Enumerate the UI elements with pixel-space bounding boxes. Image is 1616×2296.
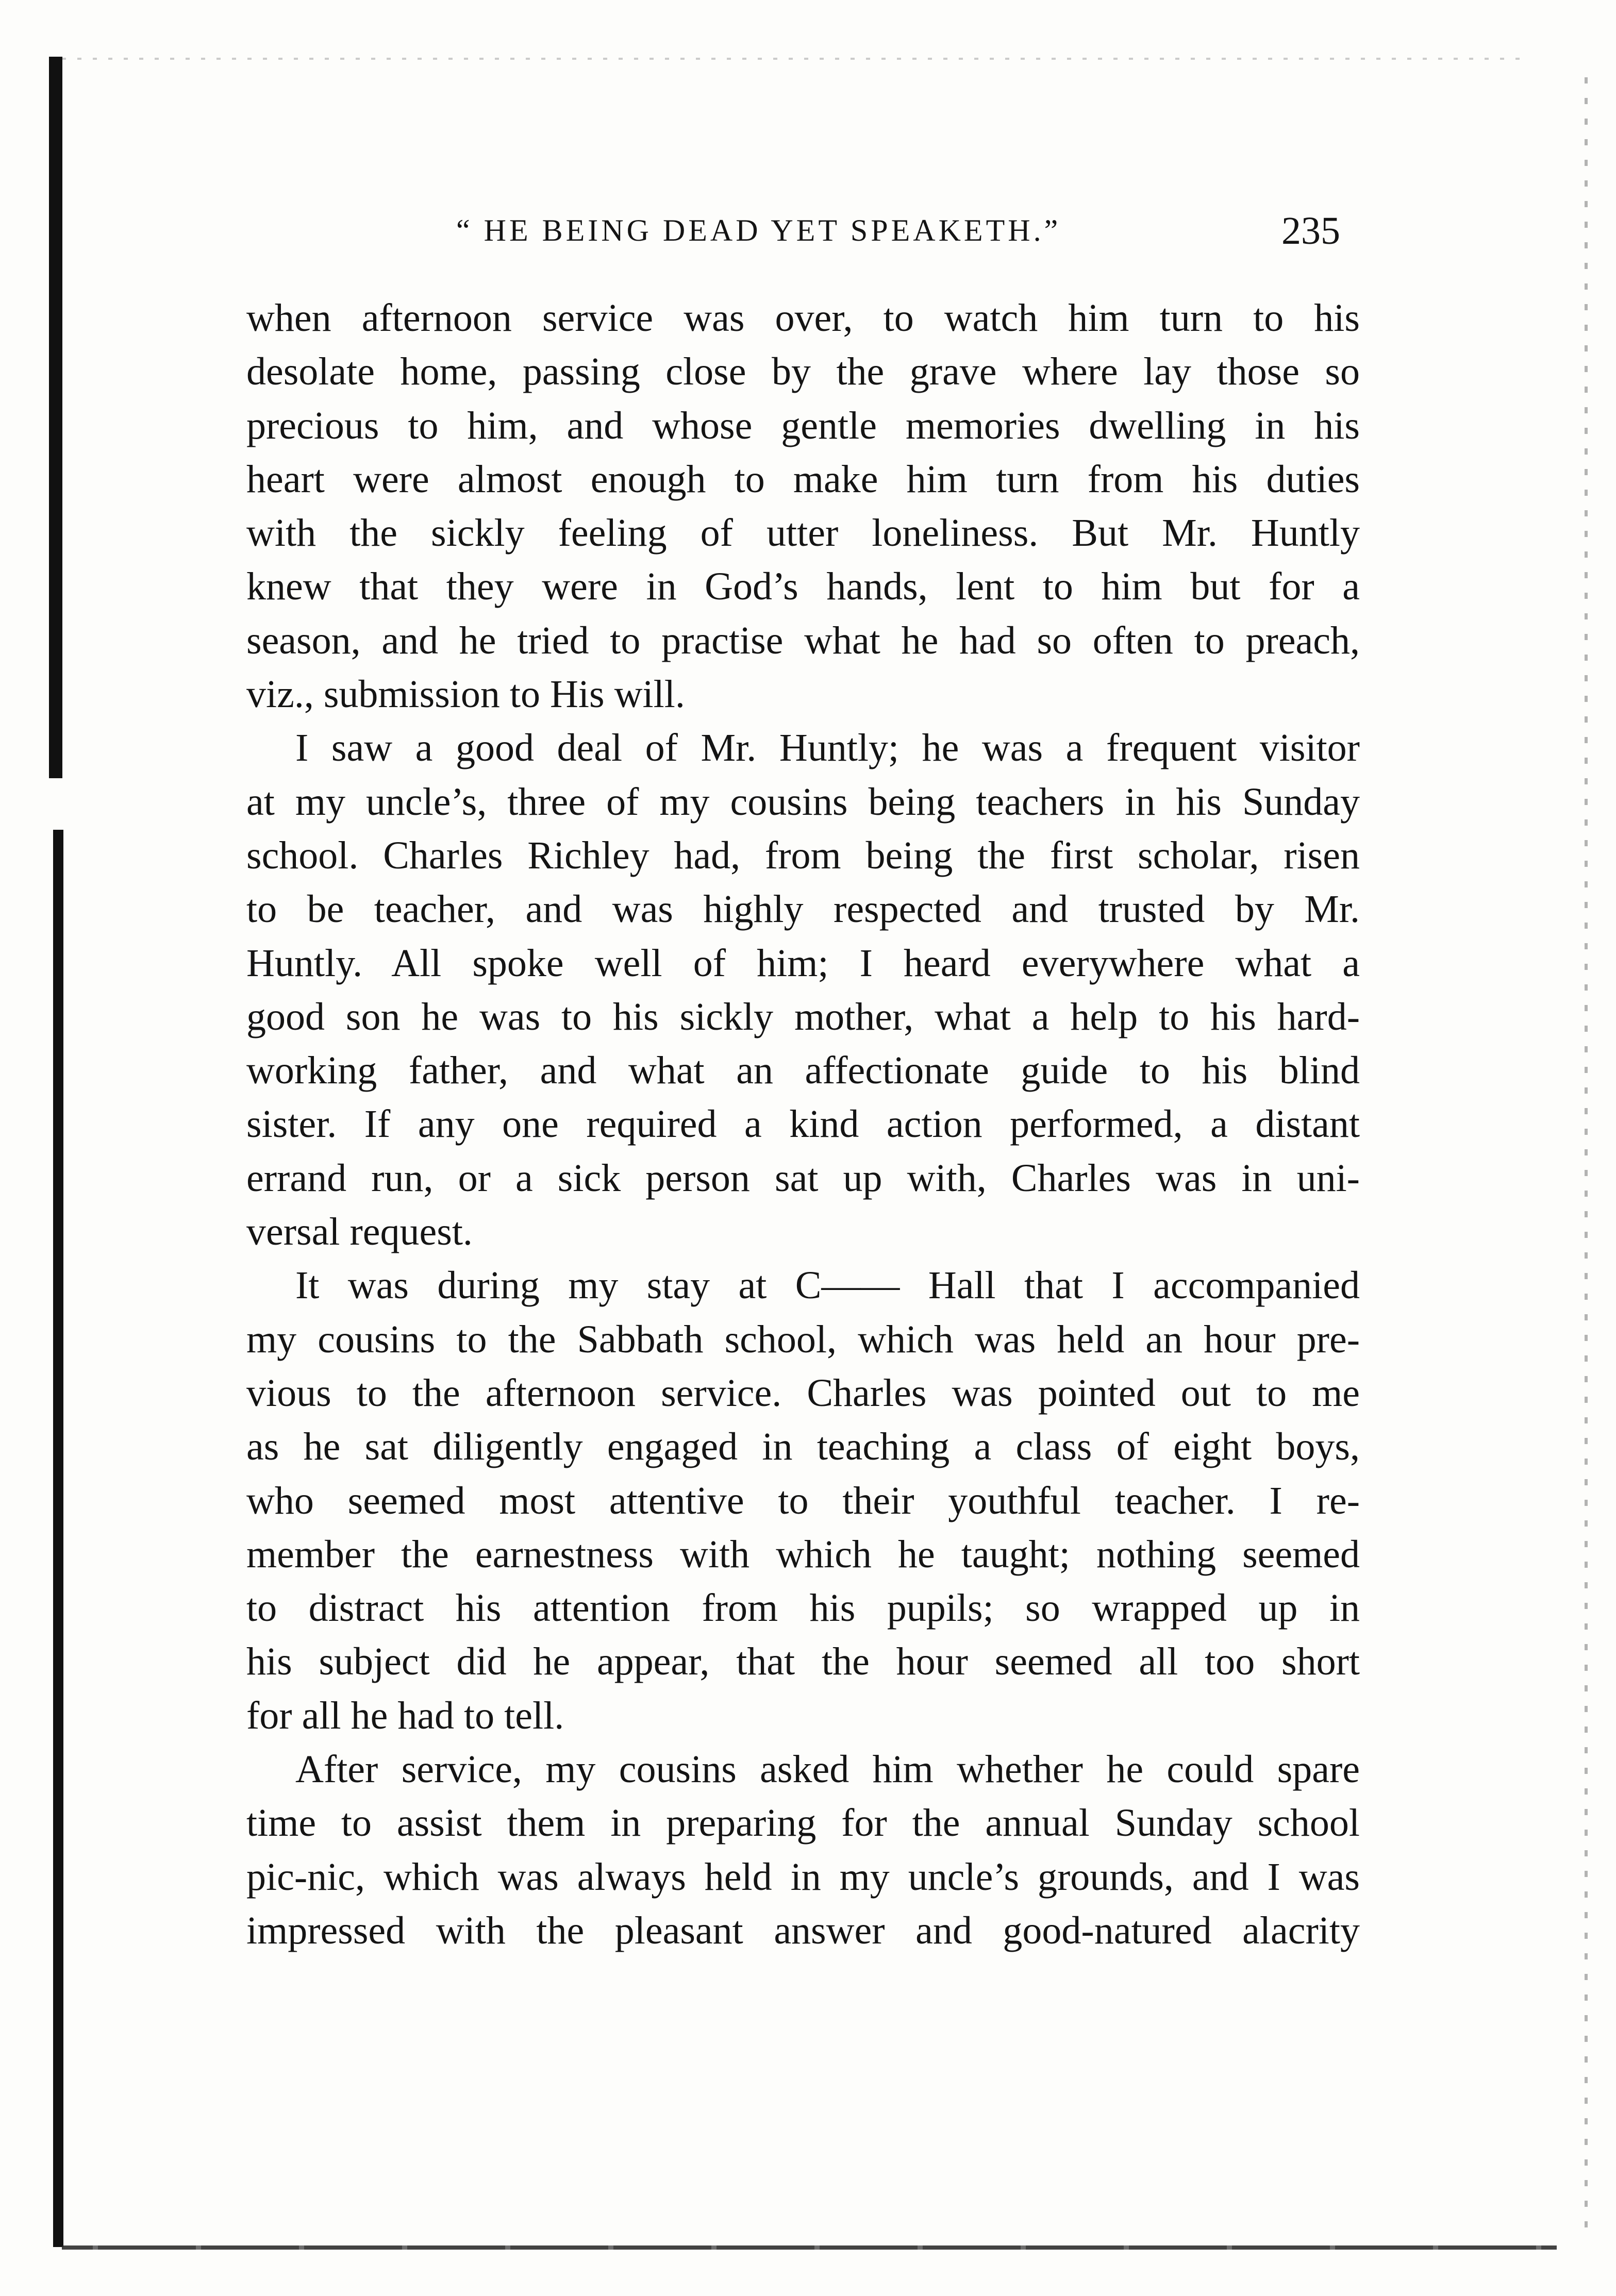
text-line: who seemed most attentive to their youthful teacher. I re- bbox=[246, 1479, 1360, 1522]
text-line: It was during my stay at C—— Hall that I accompanied bbox=[295, 1264, 1360, 1308]
text-line: heart were almost enough to make him turn from his duties bbox=[246, 457, 1360, 501]
scan-right-edge bbox=[1585, 77, 1588, 2242]
text-line: with the sickly feeling of utter loneliness. But Mr. Huntly bbox=[246, 511, 1360, 555]
text-line: errand run, or a sick person sat up with, Charles was in uni- bbox=[246, 1156, 1360, 1200]
text-line: time to assist them in preparing for the annual Sunday school bbox=[246, 1801, 1360, 1845]
text-line: at my uncle’s, three of my cousins being teachers in his Sunday bbox=[246, 780, 1360, 824]
page-number: 235 bbox=[1281, 209, 1340, 253]
scan-top-edge bbox=[62, 58, 1531, 60]
paragraph-1 bbox=[246, 291, 1360, 721]
text-line: school. Charles Richley had, from being the first scholar, risen bbox=[246, 833, 1360, 877]
running-head bbox=[247, 209, 1340, 255]
text-line: viz., submission to His will. bbox=[246, 673, 685, 716]
text-line: I saw a good deal of Mr. Huntly; he was a frequent visitor bbox=[295, 726, 1360, 770]
text-line: season, and he tried to practise what he had so often to preach, bbox=[246, 618, 1360, 662]
text-line: After service, my cousins asked him whether he could spare bbox=[295, 1748, 1360, 1791]
text-line: my cousins to the Sabbath school, which was held an hour pre- bbox=[246, 1317, 1360, 1361]
text-line: good son he was to his sickly mother, what a help to his hard- bbox=[246, 995, 1360, 1038]
text-line: Huntly. All spoke well of him; I heard everywhere what a bbox=[246, 941, 1360, 985]
text-line: as he sat diligently engaged in teaching a class of eight boys, bbox=[246, 1425, 1360, 1469]
text-line: vious to the afternoon service. Charles was pointed out to me bbox=[246, 1371, 1360, 1415]
text-line: versal request. bbox=[246, 1210, 473, 1254]
text-line: pic-nic, which was always held in my uncle’s grounds, and I was bbox=[246, 1855, 1360, 1899]
text-line: impressed with the pleasant answer and good-natured alacrity bbox=[246, 1908, 1360, 1952]
text-line: sister. If any one required a kind action performed, a distant bbox=[246, 1102, 1360, 1146]
text-line: precious to him, and whose gentle memories dwelling in his bbox=[246, 404, 1360, 447]
text-line: knew that they were in God’s hands, lent to him but for a bbox=[246, 565, 1360, 609]
text-line: working father, and what an affectionate guide to his blind bbox=[246, 1049, 1360, 1093]
text-line: to distract his attention from his pupils; so wrapped up in bbox=[246, 1586, 1360, 1630]
text-line: when afternoon service was over, to watch him turn to his bbox=[246, 296, 1360, 340]
scan-bottom-edge bbox=[62, 2245, 1557, 2250]
paragraph-2 bbox=[246, 721, 1360, 1259]
binding-edge-upper bbox=[49, 57, 62, 778]
text-line: for all he had to tell. bbox=[246, 1694, 564, 1737]
paragraph-4 bbox=[246, 1742, 1360, 1957]
paragraph-3 bbox=[246, 1259, 1360, 1742]
body-text bbox=[246, 291, 1360, 1957]
text-line: his subject did he appear, that the hour seemed all too short bbox=[246, 1640, 1360, 1684]
text-line: member the earnestness with which he taught; nothing seemed bbox=[246, 1532, 1360, 1576]
text-line: desolate home, passing close by the grave where lay those so bbox=[246, 350, 1360, 394]
text-line: to be teacher, and was highly respected and trusted by Mr. bbox=[246, 887, 1360, 931]
running-title: “ HE BEING DEAD YET SPEAKETH.” bbox=[456, 213, 1061, 247]
binding-edge-lower bbox=[53, 830, 63, 2247]
